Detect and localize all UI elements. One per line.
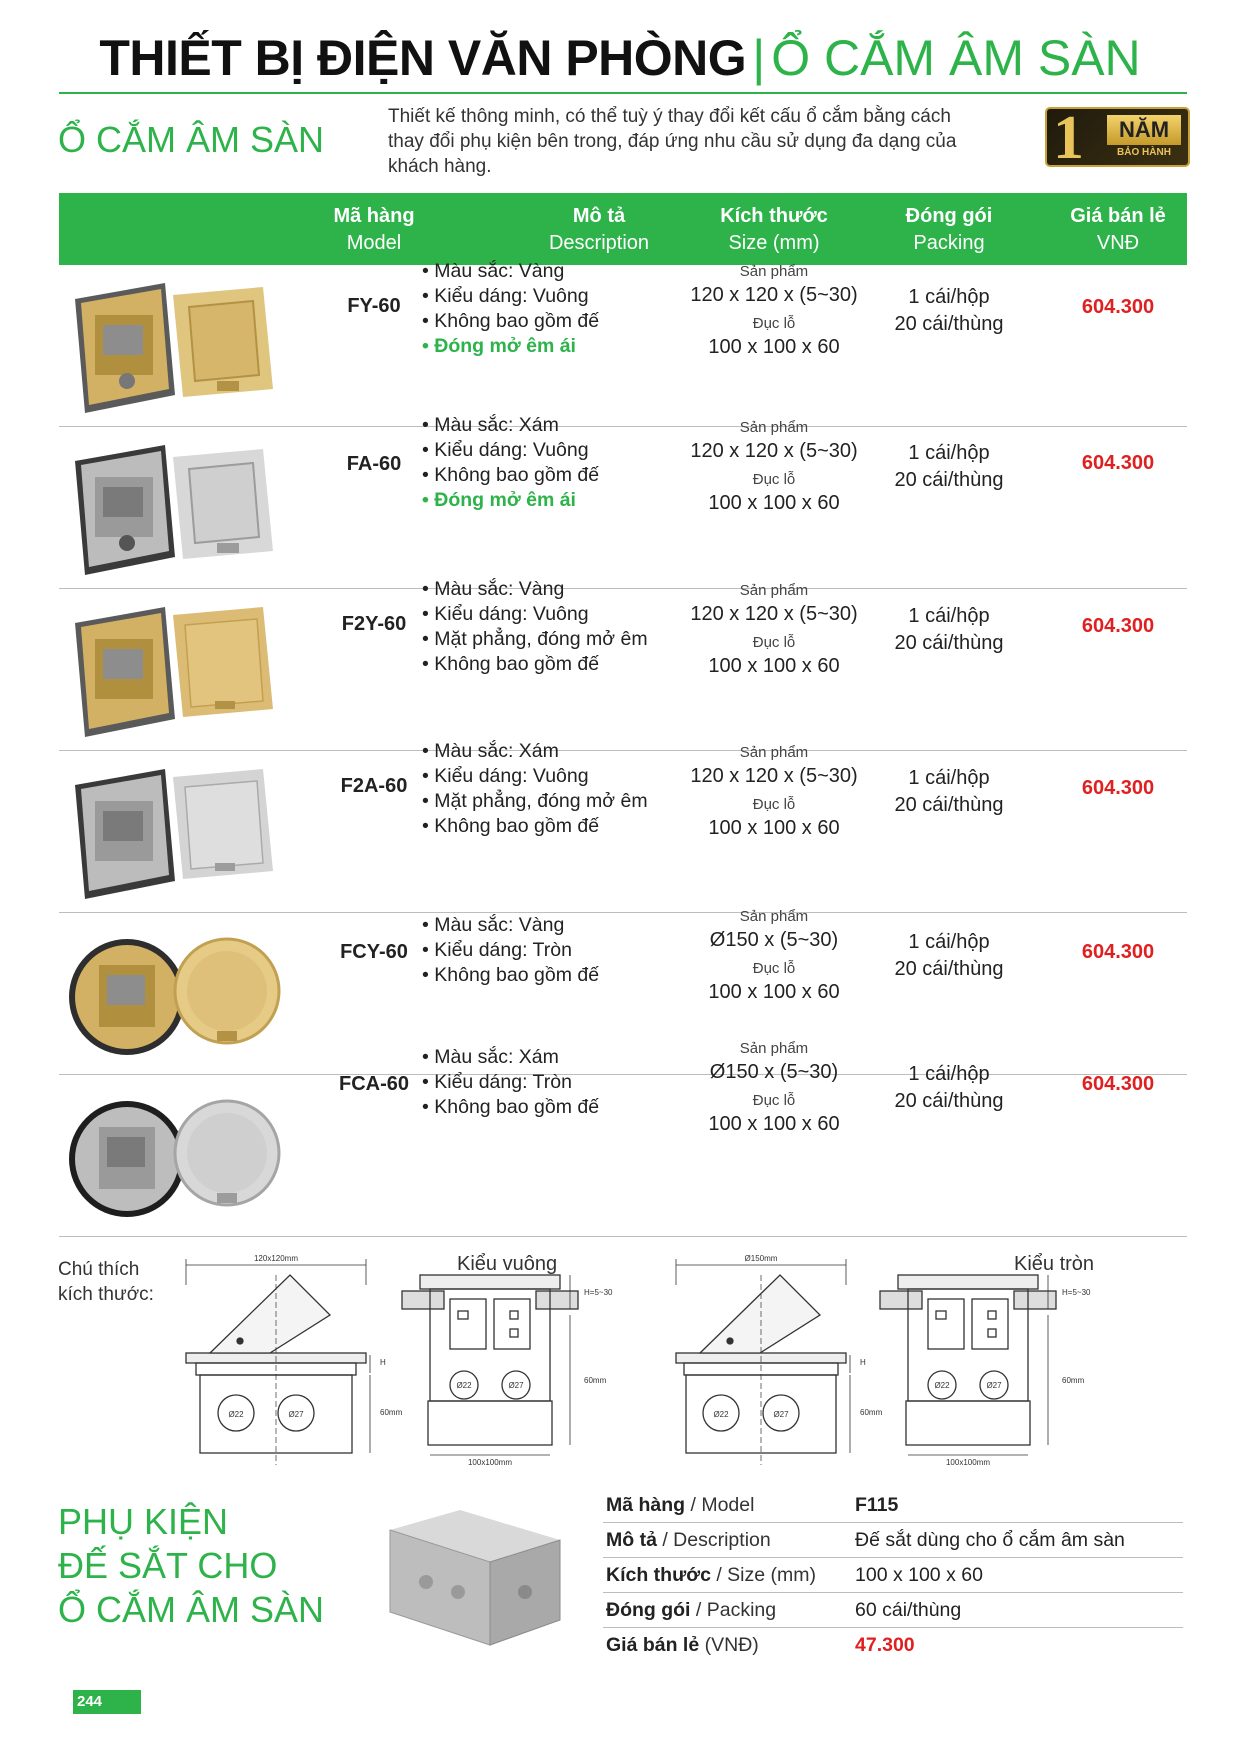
product-image-square-silver: [67, 439, 282, 577]
description-list: • Màu sắc: Vàng • Kiểu dáng: Vuông • Không bao gồm đế • Đóng mở êm ái: [422, 259, 599, 359]
svg-text:Ø27: Ø27: [288, 1410, 304, 1419]
page-title-main: THIẾT BỊ ĐIỆN VĂN PHÒNG: [99, 30, 747, 86]
spec-row-description: Mô tả / Description Đế sắt dùng cho ổ cắm âm sàn: [603, 1523, 1183, 1558]
description-list: • Màu sắc: Vàng • Kiểu dáng: Vuông • Mặt phẳng, đóng mở êm • Không bao gồm đế: [422, 577, 648, 677]
table-row: [59, 578, 1187, 751]
accessory-spec-table: [603, 1488, 1183, 1663]
size-block: Sản phẩm 120 x 120 x (5~30) Đục lỗ 100 x 100 x 60: [690, 419, 858, 514]
packing: 1 cái/hộp 20 cái/thùng: [894, 442, 1004, 491]
price: 604.300: [1081, 941, 1155, 963]
dimension-diagrams: [170, 1255, 1190, 1465]
price: 604.300: [1081, 296, 1155, 318]
svg-text:60mm: 60mm: [1062, 1376, 1085, 1385]
model-code: FA-60: [346, 453, 402, 475]
size-block: Sản phẩm 120 x 120 x (5~30) Đục lỗ 100 x 100 x 60: [690, 582, 858, 677]
model-code: FCY-60: [340, 941, 408, 963]
square-top-label: 120x120mm: [253, 1255, 299, 1263]
model-code: FCA-60: [338, 1073, 409, 1095]
svg-text:60mm: 60mm: [380, 1408, 403, 1417]
page-number: 244: [73, 1690, 141, 1714]
svg-text:60mm: 60mm: [860, 1408, 883, 1417]
svg-text:Ø27: Ø27: [773, 1410, 789, 1419]
product-image-round-silver: [67, 1087, 282, 1225]
square-diagram-title: Kiểu vuông: [457, 1253, 558, 1275]
round-bottom-label: 100x100mm: [945, 1458, 991, 1465]
model-code: F2A-60: [340, 775, 408, 797]
square-bottom-label: 100x100mm: [467, 1458, 513, 1465]
packing: 1 cái/hộp 20 cái/thùng: [894, 1063, 1004, 1112]
price: 604.300: [1081, 777, 1155, 799]
svg-text:60mm: 60mm: [584, 1376, 607, 1385]
size-block: Sản phẩm 120 x 120 x (5~30) Đục lỗ 100 x 100 x 60: [690, 744, 858, 839]
description-list: • Màu sắc: Xám • Kiểu dáng: Tròn • Không bao gồm đế: [422, 1045, 599, 1120]
warranty-label: BẢO HÀNH: [1117, 147, 1171, 158]
packing: 1 cái/hộp 20 cái/thùng: [894, 767, 1004, 816]
spec-row-packing: Đóng gói / Packing 60 cái/thùng: [603, 1593, 1183, 1628]
page-title-separator: |: [752, 30, 766, 86]
section-heading: Ổ CẮM ÂM SÀN: [58, 119, 325, 160]
model-code: F2Y-60: [341, 613, 407, 635]
warranty-unit: NĂM: [1107, 115, 1181, 145]
square-installed-diagram: [402, 1275, 613, 1465]
svg-text:H: H: [860, 1358, 866, 1367]
size-block: Sản phẩm Ø150 x (5~30) Đục lỗ 100 x 100 x 60: [708, 1040, 840, 1135]
spec-row-size: Kích thước / Size (mm) 100 x 100 x 60: [603, 1558, 1183, 1593]
packing: 1 cái/hộp 20 cái/thùng: [894, 286, 1004, 335]
accessory-title: PHỤ KIỆN ĐẾ SẮT CHO Ổ CẮM ÂM SÀN: [58, 1501, 325, 1630]
warranty-number: 1: [1053, 104, 1084, 172]
svg-text:Ø27: Ø27: [508, 1381, 524, 1390]
product-image-square-silver-flat: [67, 763, 282, 901]
price: 604.300: [1081, 1073, 1155, 1095]
spec-row-price: Giá bán lẻ (VNĐ) 47.300: [606, 1634, 915, 1656]
spec-row-model: Mã hàng / Model F115: [603, 1488, 1183, 1523]
price: 604.300: [1081, 615, 1155, 637]
description-list: • Màu sắc: Xám • Kiểu dáng: Vuông • Mặt phẳng, đóng mở êm • Không bao gồm đế: [422, 739, 648, 839]
header-size: Kích thước Size (mm): [720, 205, 828, 254]
header-description: Mô tả Description: [548, 205, 650, 254]
header-price: Giá bán lẻ VNĐ: [1070, 205, 1166, 254]
table-header: [59, 193, 1187, 265]
table-row: [59, 260, 1187, 427]
title-divider: [59, 92, 1187, 94]
svg-text:Ø27: Ø27: [986, 1381, 1002, 1390]
header-model: Mã hàng Model: [333, 205, 415, 254]
svg-text:H: H: [380, 1358, 386, 1367]
svg-text:Ø22: Ø22: [456, 1381, 472, 1390]
product-image-square-gold: [67, 277, 282, 415]
round-top-label: Ø150mm: [744, 1255, 778, 1263]
page-title-sub: Ổ CẮM ÂM SÀN: [771, 30, 1141, 86]
svg-text:H=5~30: H=5~30: [1062, 1288, 1091, 1297]
description-list: • Màu sắc: Vàng • Kiểu dáng: Tròn • Không bao gồm đế: [422, 913, 599, 988]
dimension-note: Chú thích kích thước:: [58, 1259, 154, 1305]
table-row: [59, 740, 1187, 913]
description-list: • Màu sắc: Xám • Kiểu dáng: Vuông • Không bao gồm đế • Đóng mở êm ái: [422, 413, 599, 513]
size-block: Sản phẩm 120 x 120 x (5~30) Đục lỗ 100 x 100 x 60: [690, 263, 858, 358]
table-row: [59, 908, 1187, 1075]
price: 604.300: [1081, 452, 1155, 474]
svg-text:H=5~30: H=5~30: [584, 1288, 613, 1297]
warranty-badge: [1045, 104, 1190, 172]
model-code: FY-60: [347, 295, 401, 317]
svg-text:Ø22: Ø22: [934, 1381, 950, 1390]
intro-text: Thiết kế thông minh, có thể tuỳ ý thay đổi kết cấu ổ cắm bằng cách thay đổi phụ kiện bên trong, đáp ứng nhu cầu sử dụng đa dạng của khách hàng.: [388, 106, 957, 177]
svg-text:Ø22: Ø22: [713, 1410, 729, 1419]
round-installed-diagram: [880, 1275, 1091, 1465]
size-block: Sản phẩm Ø150 x (5~30) Đục lỗ 100 x 100 x 60: [708, 908, 840, 1003]
product-image-round-gold: [67, 925, 282, 1063]
round-diagram-title: Kiểu tròn: [1014, 1253, 1095, 1275]
svg-text:Ø22: Ø22: [228, 1410, 244, 1419]
round-side-diagram: [676, 1255, 883, 1465]
product-image-square-gold-flat: [67, 601, 282, 739]
page-title: [0, 28, 1240, 88]
table-row: [59, 414, 1187, 589]
accessory-image-steel-box: [370, 1500, 570, 1650]
header-packing: Đóng gói Packing: [905, 205, 993, 254]
packing: 1 cái/hộp 20 cái/thùng: [894, 605, 1004, 654]
packing: 1 cái/hộp 20 cái/thùng: [894, 931, 1004, 980]
table-row: [59, 1040, 1187, 1237]
square-side-diagram: [186, 1255, 403, 1465]
